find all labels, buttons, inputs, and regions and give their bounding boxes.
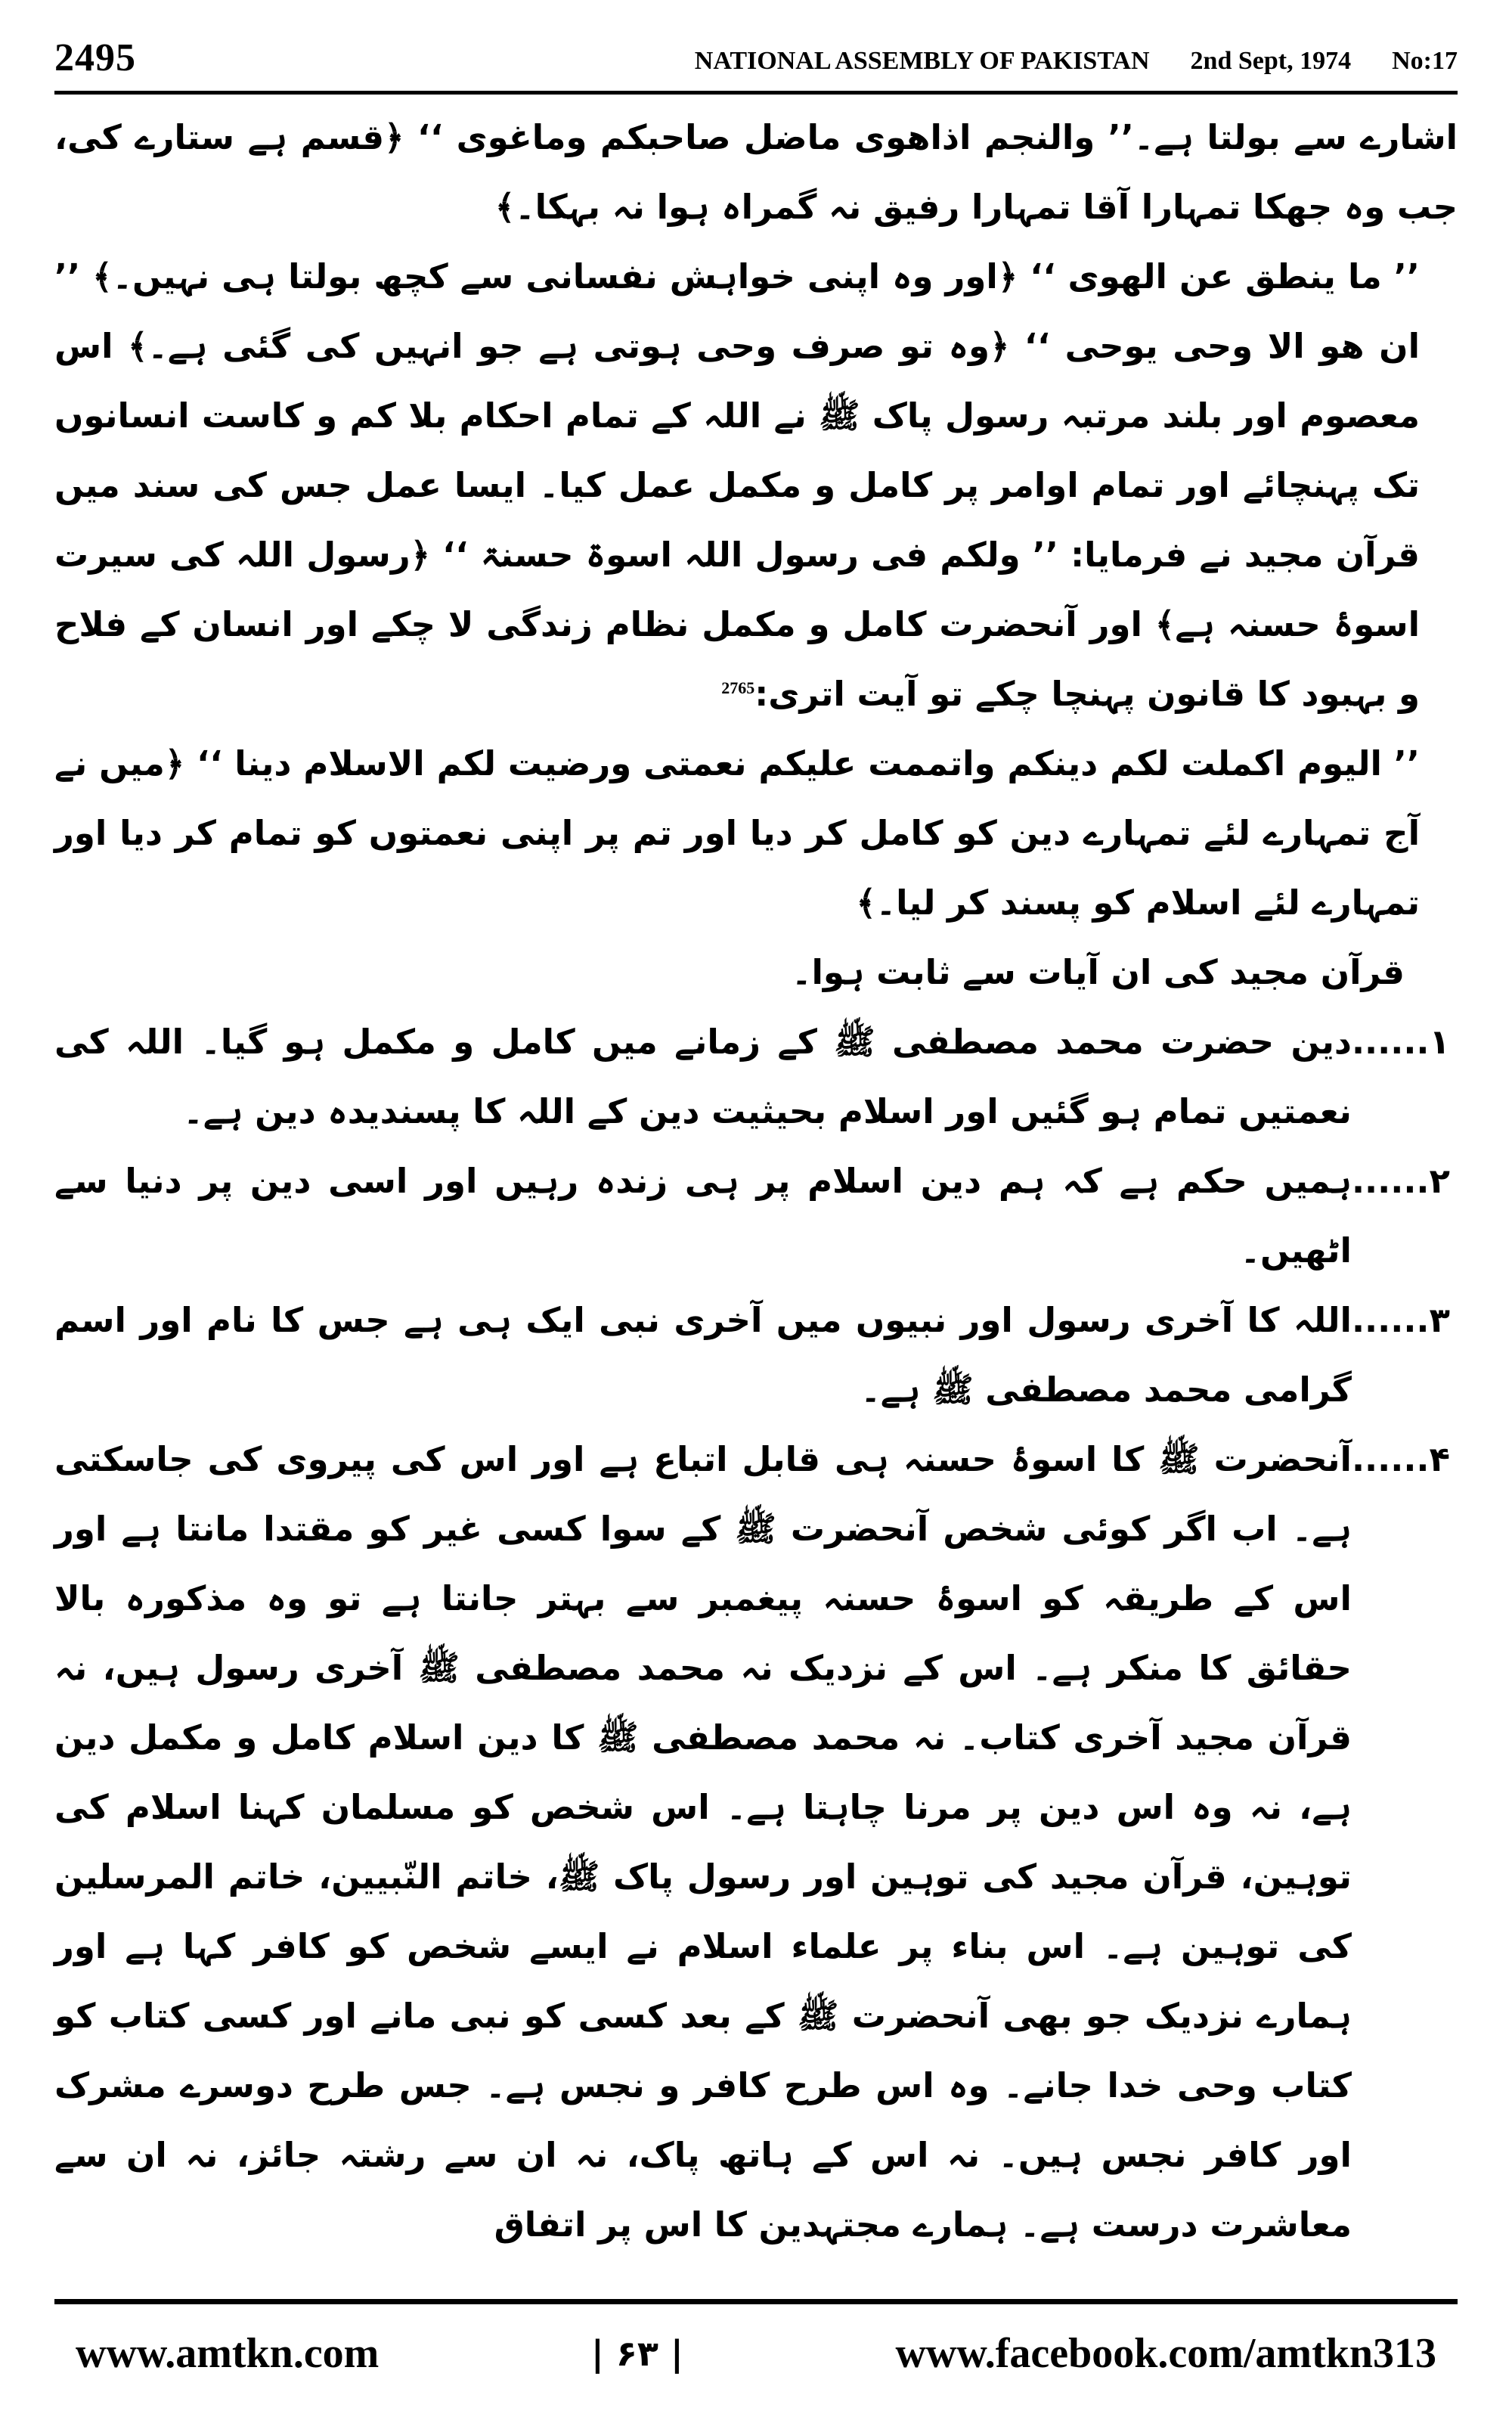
list-item-4 [54,1425,1458,2260]
list-item-2 [54,1146,1458,1286]
list-item-number: ۲...... [1351,1161,1450,1201]
page-footer [76,2323,1436,2384]
issue-number: No:17 [1392,47,1458,75]
list-item-1 [54,1007,1458,1146]
marginal-reference: 2765 [721,678,755,697]
list-item-number: ۱...... [1351,1022,1450,1062]
list-item-text: ہمیں حکم ہے کہ ہم دین اسلام پر ہی زندہ رہیں اور اسی دین پر دنیا سے اٹھیں۔ [54,1161,1352,1270]
paragraph-3: ’’ الیوم اکملت لکم دینکم واتممت علیکم نعمتی ورضیت لکم الاسلام دینا ‘‘ ﴿میں نے آج تمہارے لئے تمہارے دین کو کامل کر دیا اور تم پر اپنی نعمتوں کو تمام کر دیا اور تمہارے لئے اسلام کو پسند کر لیا۔﴾ [54,743,1420,923]
page-number: 2495 [54,36,136,79]
paragraph-4: قرآن مجید کی ان آیات سے ثابت ہوا۔ [792,952,1405,992]
website-link[interactable]: www.amtkn.com [76,2330,380,2377]
header-meta [695,47,1458,80]
footer-page-number: | ۶۳ | [591,2333,683,2374]
header-rule [54,91,1458,95]
page-header [54,35,1458,80]
list-item-text: اللہ کا آخری رسول اور نبیوں میں آخری نبی ایک ہی ہے جس کا نام اور اسم گرامی محمد مصطفی ﷺ ہے۔ [54,1300,1352,1410]
facebook-link[interactable]: www.facebook.com/amtkn313 [895,2330,1436,2377]
paragraph-2 [54,242,1458,729]
list-item-3 [54,1286,1458,1425]
publication-title: NATIONAL ASSEMBLY OF PAKISTAN [694,47,1150,75]
paragraph-2-text: ’’ ما ینطق عن الھوی ‘‘ ﴿اور وہ اپنی خواہش نفسانی سے کچھ بولتا ہی نہیں۔﴾ ’’ ان ھو الا وحی یوحی ‘‘ ﴿وہ تو صرف وحی ہوتی ہے جو انہیں کی گئی ہے۔﴾ اس معصوم اور بلند مرتبہ رسول پاک ﷺ نے اللہ کے تمام احکام بلا کم و کاست انسانوں تک پہنچائے اور تمام اوامر پر کامل و مکمل عمل کیا۔ ایسا عمل جس کی سند میں قرآن مجید نے فرمایا: ’’ ولکم فی رسول اللہ اسوۃ حسنۃ ‘‘ ﴿رسول اللہ کی سیرت اسوۂ حسنہ ہے﴾ اور آنحضرت کامل و مکمل نظام زندگی لا چکے اور انسان کے فلاح و بہبود کا قانون پہنچا چکے تو آیت اتری: [54,256,1420,714]
paragraph-1: اشارے سے بولتا ہے۔’’ والنجم اذاھوی ماضل صاحبکم وماغوی ‘‘ ﴿قسم ہے ستارے کی، جب وہ جھکا تمہارا آقا تمہارا رفیق نہ گمراہ ہوا نہ بہکا۔﴾ [54,117,1458,227]
list-item-text: آنحضرت ﷺ کا اسوۂ حسنہ ہی قابل اتباع ہے اور اس کی پیروی کی جاسکتی ہے۔ اب اگر کوئی شخص آنحضرت ﷺ کے سوا کسی غیر کو مقتدا مانتا ہے اور اس کے طریقہ کو اسوۂ حسنہ پیغمبر سے بہتر جانتا ہے تو وہ مذکورہ بالا حقائق کا منکر ہے۔ اس کے نزدیک نہ محمد مصطفی ﷺ آخری رسول ہیں، نہ قرآن مجید آخری کتاب۔ نہ محمد مصطفی ﷺ کا دین اسلام کامل و مکمل دین ہے، نہ وہ اس دین پر مرنا چاہتا ہے۔ اس شخص کو مسلمان کہنا اسلام کی توہین، قرآن مجید کی توہین اور رسول پاک ﷺ، خاتم النّبیین، خاتم المرسلین کی توہین ہے۔ اس بناء پر علماء اسلام نے ایسے شخص کو کافر کہا ہے اور ہمارے نزدیک جو بھی آنحضرت ﷺ کے بعد کسی کو نبی مانے اور کسی کتاب کو کتاب وحی خدا جانے۔ وہ اس طرح کافر و نجس ہے۔ جس طرح دوسرے مشرک اور کافر نجس ہیں۔ نہ اس کے ہاتھ پاک، نہ ان سے رشتہ جائز، نہ ان سے معاشرت درست ہے۔ ہمارے مجتہدین کا اس پر اتفاق [54,1439,1352,2245]
list-item-text: دین حضرت محمد مصطفی ﷺ کے زمانے میں کامل و مکمل ہو گیا۔ اللہ کی نعمتیں تمام ہو گئیں اور اسلام بحیثیت دین کے اللہ کا پسندیدہ دین ہے۔ [54,1022,1352,1131]
list-item-number: ۴...... [1351,1439,1450,1479]
list-item-number: ۳...... [1351,1300,1450,1340]
footer-rule [54,2299,1458,2304]
session-date: 2nd Sept, 1974 [1190,47,1352,75]
page-body [54,103,1458,2281]
